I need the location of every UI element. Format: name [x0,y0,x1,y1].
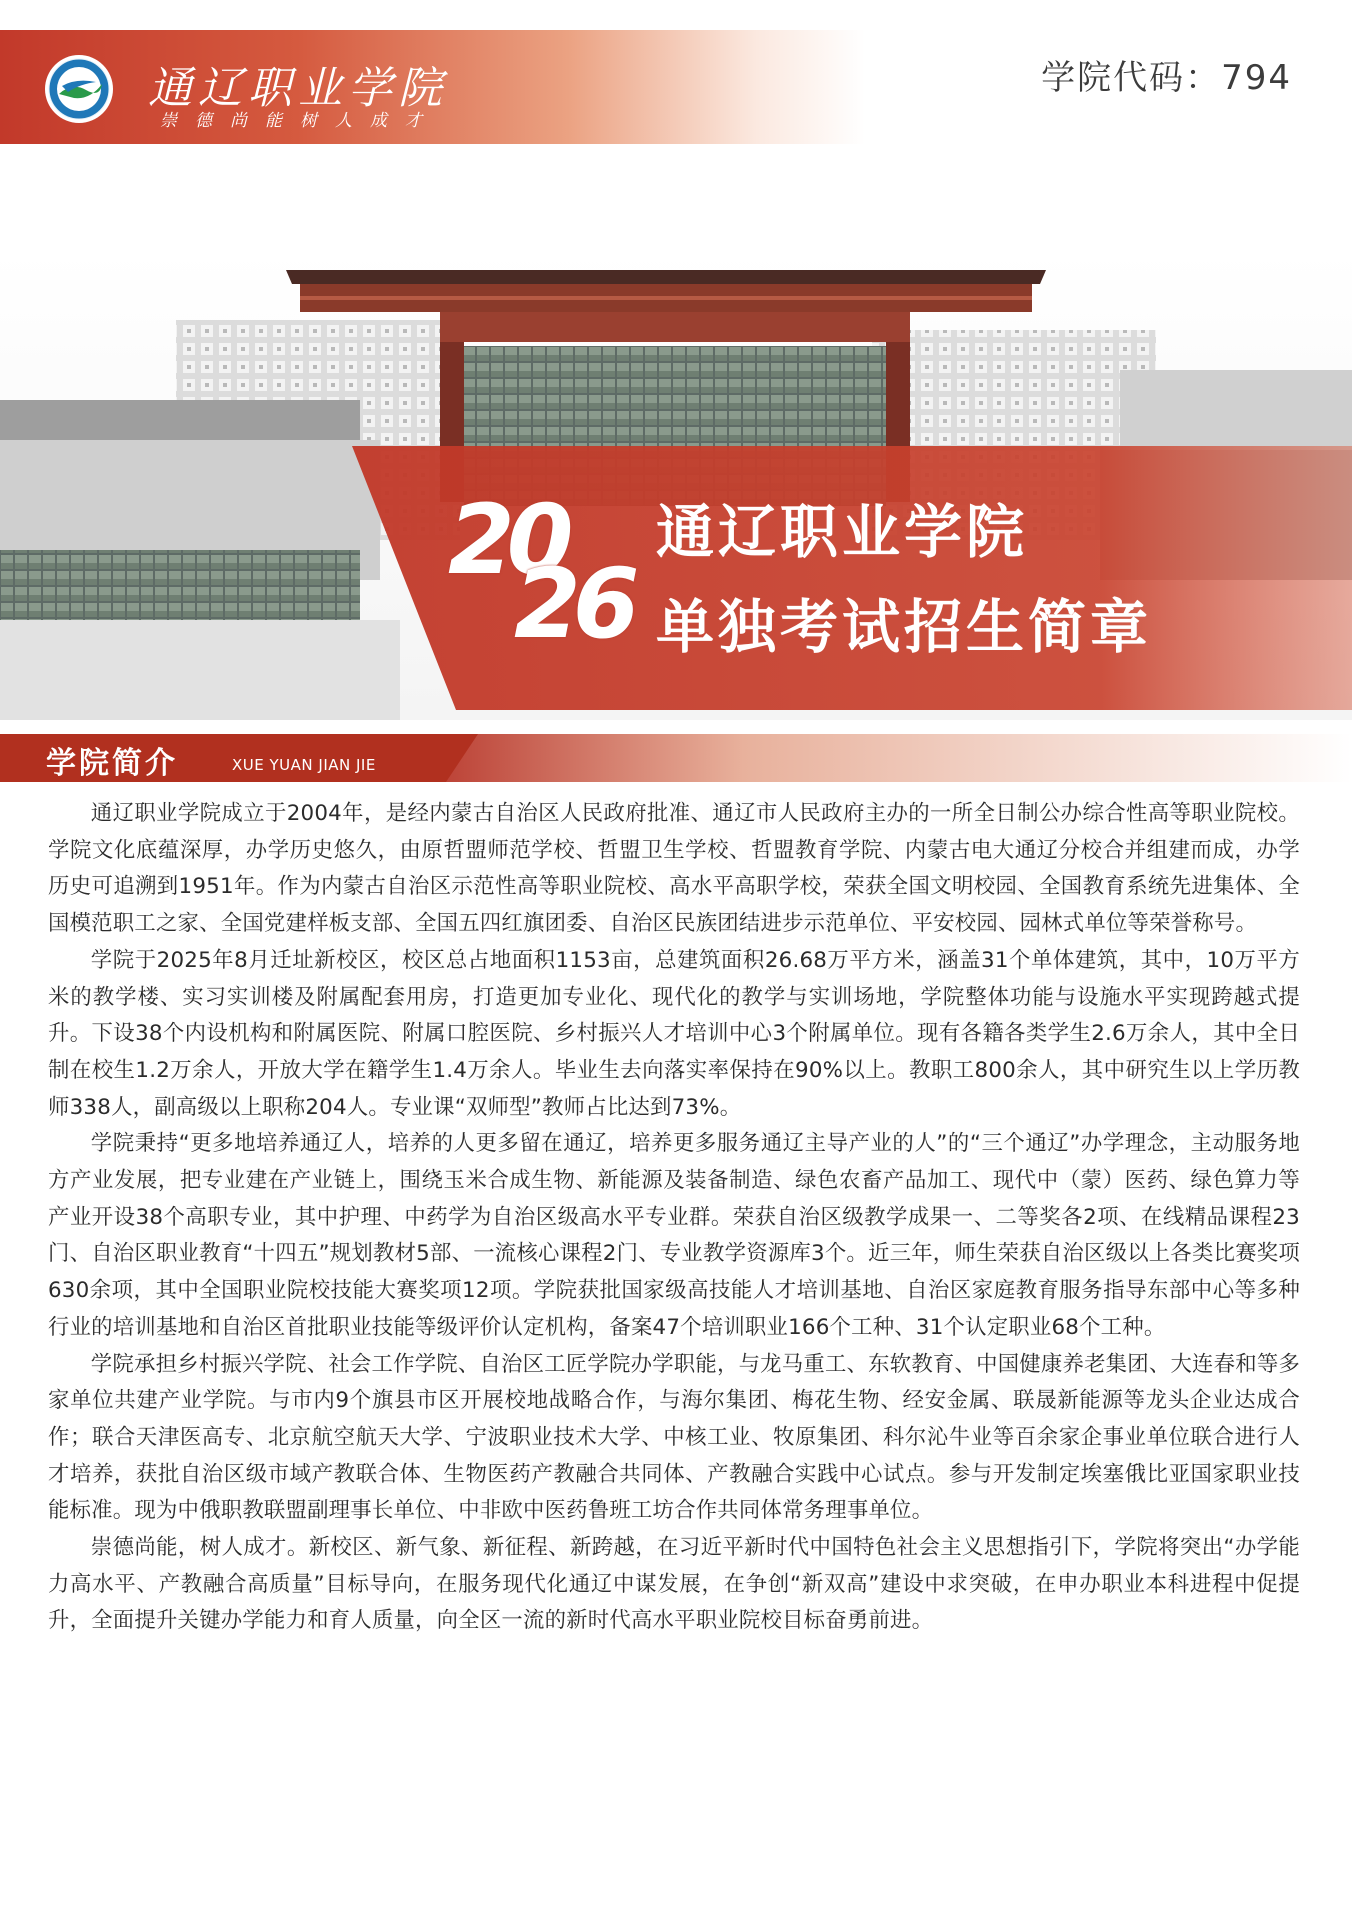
section-subtitle: XUE YUAN JIAN JIE [232,756,376,774]
header-banner [0,30,1352,144]
hero-year-part2: 26 [514,548,632,660]
college-emblem-icon [44,54,114,124]
hero-year-part1: 20 [448,484,566,596]
section-header-bar [0,734,1352,782]
intro-paragraph: 通辽职业学院成立于2004年，是经内蒙古自治区人民政府批准、通辽市人民政府主办的一所全日制公办综合性高等职业院校。学院文化底蕴深厚，办学历史悠久，由原哲盟师范学校、哲盟卫生学校、哲盟教育学院、内蒙古电大通辽分校合并组建而成，办学历史可追溯到1951年。作为内蒙古自治区示范性高等职业院校、高水平高职学校，荣获全国文明校园、全国教育系统先进集体、全国模范职工之家、全国党建样板支部、全国五四红旗团委、自治区民族团结进步示范单位、平安校园、园林式单位等荣誉称号。 [48,801,1300,937]
college-logo-name: 通辽职业学院 [148,63,448,114]
college-introduction [48,796,1300,1640]
section-header-shape [0,734,1352,782]
section-title: 学院简介 [46,746,178,781]
intro-paragraph: 学院于2025年8月迁址新校区，校区总占地面积1153亩，总建筑面积26.68万平方米，涵盖31个单体建筑，其中，10万平方米的教学楼、实习实训楼及附属配套用房，打造更加专业化、现代化的教学与实训场地，学院整体功能与设施水平实现跨越式提升。下设38个内设机构和附属医院、附属口腔医院、乡村振兴人才培训中心3个附属单位。现有各籍各类学生2.6万余人，其中全日制在校生1.2万余人，开放大学在籍学生1.4万余人。毕业生去向落实率保持在90%以上。教职工800余人，其中研究生以上学历教师338人，副高级以上职称204人。专业课“双师型”教师占比达到73%。 [48,947,1300,1120]
college-motto: 崇德尚能树人成才 [160,111,440,131]
school-code: 学院代码：794 [1041,58,1292,98]
intro-paragraph: 学院秉持“更多地培养通辽人，培养的人更多留在通辽，培养更多服务通辽主导产业的人”的“三个通辽”办学理念，主动服务地方产业发展，把专业建在产业链上，围绕玉米合成生物、新能源及装备制造、绿色农畜产品加工、现代中（蒙）医药、绿色算力等产业开设38个高职专业，其中护理、中药学为自治区级高水平专业群。荣获自治区级教学成果一、二等奖各2项、在线精品课程23门、自治区职业教育“十四五”规划教材5部、一流核心课程2门、专业教学资源库3个。近三年，师生荣获自治区级以上各类比赛奖项630余项，其中全国职业院校技能大赛奖项12项。学院获批国家级高技能人才培训基地、自治区家庭教育服务指导东部中心等多种行业的培训基地和自治区首批职业技能等级评价认定机构，备案47个培训职业166个工种、31个认定职业68个工种。 [48,1131,1300,1340]
intro-paragraph: 崇德尚能，树人成才。新校区、新气象、新征程、新跨越，在习近平新时代中国特色社会主义思想指引下，学院将突出“办学能力高水平、产教融合高质量”目标导向，在服务现代化通辽中谋发展，在争创“新双高”建设中求突破，在申办职业本科进程中促提升，全面提升关键办学能力和育人质量，向全区一流的新时代高水平职业院校目标奋勇前进。 [48,1535,1300,1634]
hero-title-line1: 通辽职业学院 [656,498,1029,566]
hero-title-line2: 单独考试招生简章 [656,593,1153,661]
hero-banner [0,250,1352,720]
intro-paragraph: 学院承担乡村振兴学院、社会工作学院、自治区工匠学院办学职能，与龙马重工、东软教育、中国健康养老集团、大连春和等多家单位共建产业学院。与市内9个旗县市区开展校地战略合作，与海尔集团、梅花生物、经安金属、联晟新能源等龙头企业达成合作；联合天津医高专、北京航空航天大学、宁波职业技术大学、中核工业、牧原集团、科尔沁牛业等百余家企事业单位联合进行人才培养，获批自治区级市域产教联合体、生物医药产教融合共同体、产教融合实践中心试点。参与开发制定埃塞俄比亚国家职业技能标准。现为中俄职教联盟副理事长单位、中非欧中医药鲁班工坊合作共同体常务理事单位。 [48,1351,1300,1524]
